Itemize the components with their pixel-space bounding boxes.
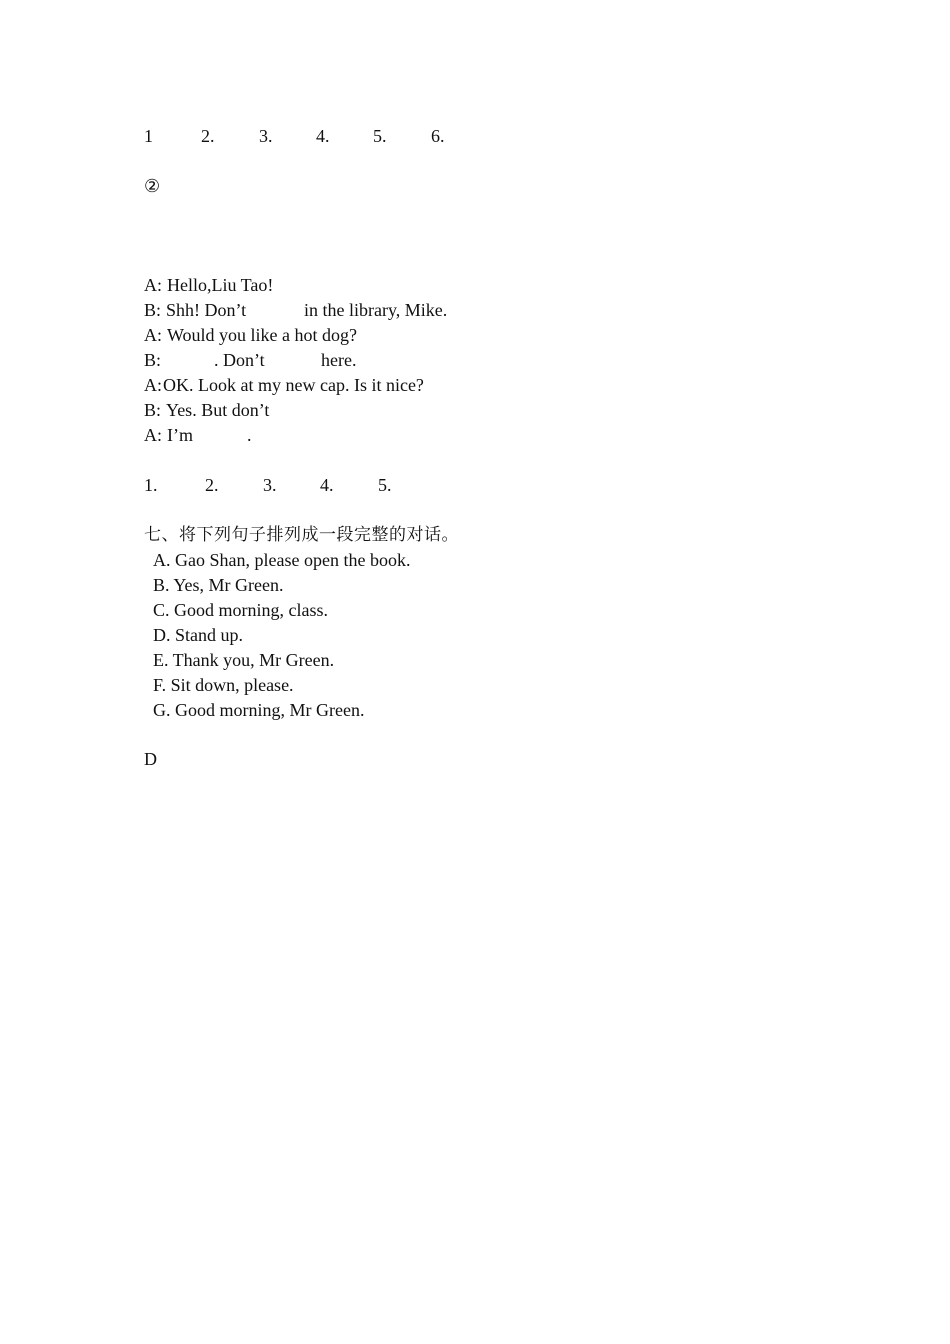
- answer-number: 3.: [263, 475, 277, 495]
- dialogue-line: [144, 273, 644, 298]
- dialogue-line: [144, 423, 644, 448]
- dialogue-text: in the library, Mike.: [304, 300, 448, 320]
- answer-number: 6.: [431, 126, 445, 146]
- dialogue-text: Hello,Liu Tao!: [167, 275, 274, 295]
- circled-marker: ②: [144, 176, 161, 196]
- dialogue-line: [144, 373, 644, 398]
- speaker-label: B:: [144, 400, 162, 420]
- dialogue-text: Would you like a hot dog?: [167, 325, 358, 345]
- speaker-label: A:: [144, 325, 162, 345]
- answer-number: 5.: [373, 126, 387, 146]
- order-answer: D: [144, 749, 157, 769]
- answer-number: 2.: [201, 126, 215, 146]
- section-heading: 七、将下列句子排列成一段完整的对话。: [144, 525, 459, 545]
- answer-number: 5.: [378, 475, 392, 495]
- answer-number: 4.: [316, 126, 330, 146]
- option-item: A. Gao Shan, please open the book.: [153, 550, 411, 570]
- dialogue-text: I’m: [167, 425, 193, 445]
- answer-row-dialogue: [144, 473, 544, 498]
- dialogue-text: .: [247, 425, 252, 445]
- dialogue-text: here.: [321, 350, 357, 370]
- answer-number: 4.: [320, 475, 334, 495]
- dialogue-text: . Don’t: [214, 350, 265, 370]
- answer-number: 3.: [259, 126, 273, 146]
- dialogue-text: Yes. But don’t: [166, 400, 270, 420]
- answer-row-top: [144, 124, 544, 149]
- dialogue-line: [144, 348, 644, 373]
- dialogue-text: OK. Look at my new cap. Is it nice?: [163, 375, 424, 395]
- speaker-label: A:: [144, 375, 162, 395]
- option-item: E. Thank you, Mr Green.: [153, 650, 335, 670]
- dialogue-line: [144, 323, 644, 348]
- dialogue-line: [144, 398, 644, 423]
- option-item: C. Good morning, class.: [153, 600, 328, 620]
- option-item: D. Stand up.: [153, 625, 243, 645]
- speaker-label: A:: [144, 425, 162, 445]
- speaker-label: B:: [144, 350, 162, 370]
- answer-number: 1.: [144, 475, 158, 495]
- speaker-label: A:: [144, 275, 162, 295]
- dialogue-line: [144, 298, 644, 323]
- dialogue-text: Shh! Don’t: [166, 300, 247, 320]
- answer-number: 1: [144, 126, 153, 146]
- option-item: G. Good morning, Mr Green.: [153, 700, 365, 720]
- option-item: F. Sit down, please.: [153, 675, 294, 695]
- speaker-label: B:: [144, 300, 162, 320]
- answer-number: 2.: [205, 475, 219, 495]
- option-item: B. Yes, Mr Green.: [153, 575, 284, 595]
